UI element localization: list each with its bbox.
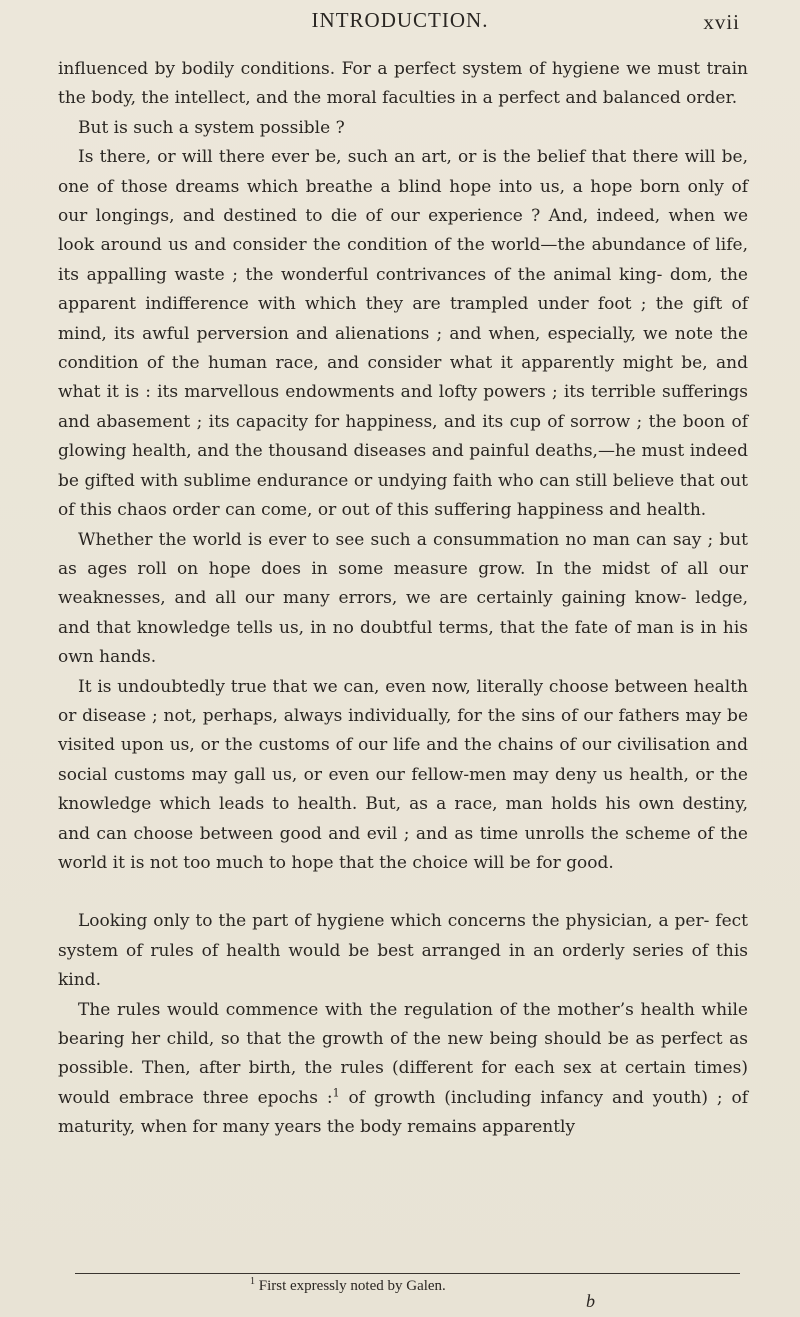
footnote-reference[interactable]: 1 [332, 1086, 340, 1100]
paragraph-health-or-disease: It is undoubtedly true that we can, even now, literally choose between health or disease ; not, perhaps, always individually, for the sins of our fathers may be visited upon us, or the customs of our life and the chains of our civilisation and social customs may gall us, or even our fellow-men may deny us health, or the knowledge which leads to health. But, as a race, man holds his own destiny, and can choose between good and evil ; and as time unrolls the scheme of the world it is not too much to hope that the choice will be for good. [58, 676, 748, 873]
footnote-text: First expressly noted by Galen. [258, 1278, 446, 1294]
footnote [250, 1276, 446, 1295]
footnote-marker: 1 [250, 1276, 255, 1287]
paragraph-mothers-health-text: The rules would commence with the regulation of the mother’s health while bearing her child, so that the growth of the new being should be as perfect as possible. Then, after birth, the rules (different for each sex at certain times) would embrace three epochs : [58, 999, 748, 1108]
paragraph-mothers-health [58, 996, 748, 1143]
running-head [0, 8, 800, 38]
paragraph-art: Is there, or will there ever be, such an art, or is the belief that there will be, one of those dreams which breathe a blind hope into us, a hope born only of our longings, and destined to die of our experience ? And, indeed, when we look around us and consider the condition of the world—the abundance of life, its appalling waste ; the wonderful contrivances of the animal king- dom, the apparent indifference with which they are trampled under foot ; the gift of mind, its awful perversion and alienations ; and when, especially, we note the condition of the human race, and consider what it apparently might be, and what it is : its marvellous endowments and lofty powers ; its terrible sufferings and abasement ; its capacity for happiness, and its cup of sorrow ; the boon of glowing health, and the thousand diseases and painful deaths,—he must indeed be gifted with sublime endurance or undying faith who can still believe that out of this chaos order can come, or out of this suffering happiness and health. [58, 147, 748, 521]
paragraph-question: But is such a system possible ? [78, 117, 345, 138]
running-title: INTRODUCTION. [311, 8, 489, 32]
footnote-rule [75, 1273, 740, 1274]
page-number: xvii [703, 10, 740, 34]
body-text [58, 55, 748, 1143]
paragraph-continuation: influenced by bodily conditions. For a perfect system of hygiene we must train the body, the intellect, and the moral faculties in a perfect and balanced order. [58, 59, 748, 109]
signature-mark: b [586, 1291, 595, 1311]
paragraph-rules-of-health: Looking only to the part of hygiene which concerns the physician, a per- fect system of rules of health would be best arranged in an orderly series of this kind. [58, 911, 748, 991]
paragraph-mothers-health-continued: of growth (including infancy and youth) ; of maturity, when for many years the body remains apparently [58, 1087, 749, 1138]
paragraph-consummation: Whether the world is ever to see such a consummation no man can say ; but as ages roll on hope does in some measure grow. In the midst of all our weaknesses, and all our many errors, we are certainly gaining know- ledge, and that knowledge tells us, in no doubtful terms, that the fate of man is in his own hands. [58, 529, 748, 668]
